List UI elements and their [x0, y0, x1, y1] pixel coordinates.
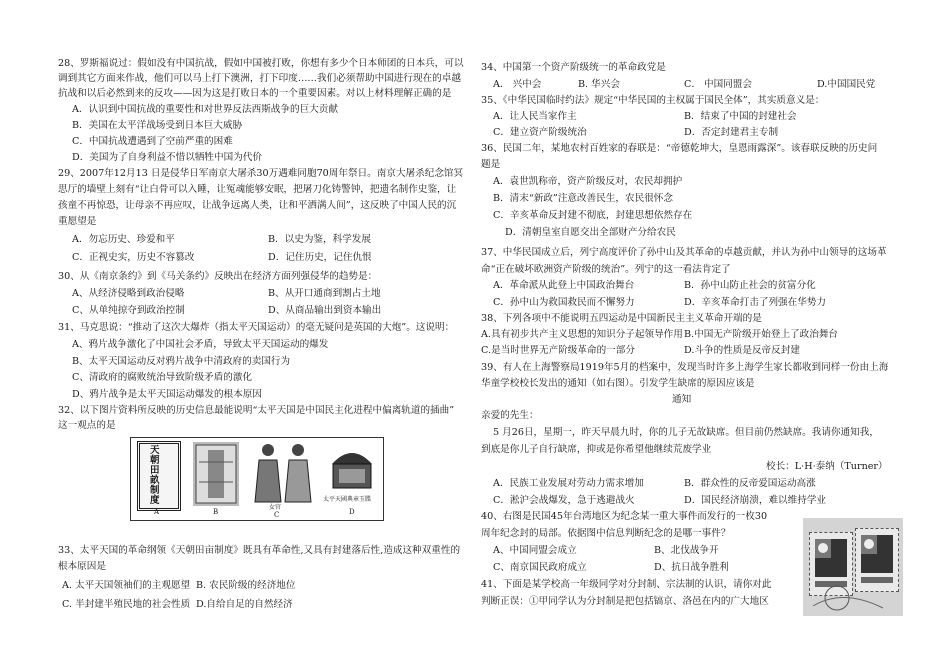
q39-signature: 校长：L·H·泰纳（Turner）	[766, 461, 888, 472]
q37-option-b: B．孙中山防止社会的贫富分化	[684, 280, 816, 291]
q32-picture-a	[137, 441, 181, 511]
q29-line-3: 孩童不再惊恐，让母亲不再应叹，让战争远离人类，让和平洒满人间”，这反映了中国人民的沉	[58, 200, 457, 211]
q40-line-1: 40、右图是民国45年台湾地区为纪念某一重大事件而发行的一枚30	[481, 511, 768, 522]
q28-option-b: B．美国在太平洋战场受到日本巨大威胁	[72, 120, 243, 131]
q33-option-a: A. 太平天国领袖们的主观愿望	[62, 580, 191, 591]
q29-option-b: B．以史为鉴，科学发展	[268, 234, 371, 245]
q36-option-b: B．清末“新政”注意改善民生，农民很怀念	[493, 193, 673, 204]
q33-line-2: 根本原因是	[58, 561, 106, 572]
q32-caption-c: 女官	[269, 504, 282, 511]
q36-line-2: 题是	[481, 159, 501, 170]
q39-body-line-2: 到底是你儿子自行缺席，抑或是你希望他继续荒废学业	[481, 444, 712, 455]
q31-option-a: A、鸦片战争激化了中国社会矛盾，导致太平天国运动的爆发	[72, 339, 329, 350]
q29-line-4: 重愿望是	[58, 216, 97, 227]
q39-salutation: 亲爱的先生：	[481, 410, 539, 421]
q34-line: 34、中国第一个资产阶级统一的革命政党是	[481, 62, 666, 73]
q32-line-2: 这一观点的是	[58, 420, 116, 431]
q29-option-a: A．勿忘历史、珍爱和平	[72, 234, 175, 245]
q29-option-d: D．记住历史，记住仇恨	[268, 252, 372, 263]
q39-line-2: 华童学校校长发出的通知（如右图）。引发学生缺席的原因应该是	[481, 378, 755, 389]
q37-option-c: C．孙中山为救国救民而不懈努力	[493, 297, 635, 308]
q32-label-b: B	[213, 508, 219, 516]
q39-option-a: A．民族工业发展对劳动力需求增加	[493, 478, 644, 489]
q41-line-2: 判断正误：①甲同学认为分封制是把包括镐京、洛邑在内的广大地区	[481, 596, 769, 607]
q36-option-c: C．辛亥革命反封建不彻底，封建思想依然存在	[493, 210, 693, 221]
q33-option-b: B. 农民阶级的经济地位	[196, 580, 296, 591]
q28-line-2: 调到其它方面来作战，他们可以马上打下澳洲，打下印度……我们必须帮助中国进行现在的卓越	[58, 73, 461, 84]
q32-picture-d	[327, 442, 377, 494]
q38-option-d: D.斗争的性质是反帝反封建	[684, 345, 800, 356]
q32-label-c: C	[274, 511, 280, 519]
q32-image-strip	[130, 437, 384, 521]
q29-line-2: 思厅的墙壁上刻有“让白骨可以入睡，让冤魂能够安眠，把屠刀化铸警钟，把遗名制作史鉴，让	[58, 184, 457, 195]
q40-stamps-image	[803, 518, 903, 616]
q28-line-1: 28、罗斯福说过：假如没有中国抗战，假如中国被打败，你想有多少个日本师团的日本兵，可以	[58, 58, 464, 69]
q34-option-c: C． 中国同盟会	[684, 79, 752, 90]
q33-option-d: D.自给自足的自然经济	[196, 599, 293, 610]
q37-option-d: D．辛亥革命打击了列强在华势力	[684, 297, 827, 308]
q38-line: 38、下列各项中不能说明五四运动是中国新民主主义革命开端的是	[481, 313, 762, 324]
q31-line: 31、马克思说：“推动了这次大爆炸（指太平天国运动）的毫无疑问是英国的大炮”。这说明：	[58, 322, 455, 333]
q35-option-c: C．建立资产阶级统治	[493, 127, 587, 138]
q28-option-d: D．美国为了自身利益不惜以牺牲中国为代价	[72, 152, 262, 163]
q37-option-a: A．革命派从此登上中国政治舞台	[493, 280, 635, 291]
q31-option-c: C、清政府的腐败统治导致阶级矛盾的激化	[72, 372, 253, 383]
q40-option-c: C、南京国民政府成立	[493, 562, 587, 573]
q29-line-1: 29、2007年12月13 日是侵华日军南京大屠杀30万遇难同胞70周年祭日。南京大屠杀纪念馆冥	[58, 168, 464, 179]
q39-notice-title: 通知	[672, 394, 692, 405]
q34-option-d: D.中国国民党	[817, 79, 876, 90]
q30-option-a: A、从经济侵略到政治侵略	[72, 288, 185, 299]
q35-line: 35、《中华民国临时约法》规定“中华民国的主权属于国民全体”，其实质意义是：	[481, 95, 825, 106]
q32-document-drawing	[193, 442, 239, 506]
q38-option-c: C.是当时世界无产阶级革命的一部分	[481, 345, 635, 356]
q39-body-line-1: 5 月26日，星期一，昨天早晨九时，你的儿子无故缺席。但目前仍然缺席。我请你通知我，	[493, 427, 879, 438]
q31-option-b: B、太平天国运动反对鸦片战争中清政府的卖国行为	[72, 356, 291, 367]
q40-option-a: A、中国同盟会成立	[493, 545, 577, 556]
q35-option-a: A．让人民当家作主	[493, 111, 577, 122]
q28-line-3: 抗战和以后必然到来的反攻——因为这是打败日本的一个重要因素。对以上材料理解正确的是	[58, 88, 452, 99]
q40-line-2: 周年纪念封的局部。依据图中信息判断纪念的是哪一事件？	[481, 528, 731, 539]
q29-option-c: C．正视史实，历史不容篡改	[72, 252, 195, 263]
q34-option-a: A． 兴中会	[493, 79, 542, 90]
q35-option-b: B．结束了中国的封建社会	[684, 111, 797, 122]
q36-option-a: A．袁世凯称帝，资产阶级反对，农民却拥护	[493, 176, 683, 187]
q39-option-b: B．群众性的反帝爱国运动高涨	[684, 478, 816, 489]
q36-line-1: 36、民国二年，某地农村百姓家的春联是：“帝德乾坤大，皇恩雨露深”。该春联反映的历史问	[481, 143, 878, 154]
q38-option-a: A.具有初步共产主义思想的知识分子起领导作用	[481, 329, 683, 340]
q30-line: 30、从《南京条约》到《马关条约》反映出在经济方面列强侵华的趋势是：	[58, 271, 378, 282]
q28-option-c: C．中国抗战遭遇到了空前严重的困难	[72, 136, 233, 147]
q32-label-a: A	[154, 508, 160, 516]
q32-figures-drawing	[253, 440, 315, 504]
q35-option-d: D．否定封建君主专制	[684, 127, 779, 138]
q39-line-1: 39、有人在上海警察局1919年5月的档案中，发现当时许多上海学生家长都收到同样一份由上海	[481, 362, 889, 373]
q32-caption-d: 太平天國典章玉牒	[323, 496, 372, 503]
q40-option-d: D、抗日战争胜利	[654, 562, 729, 573]
q31-option-d: D、鸦片战争是太平天国运动爆发的根本原因	[72, 389, 262, 400]
q32-picture-c	[253, 440, 315, 504]
q37-line-2: 命“正在破坏欧洲资产阶级的统治”。列宁的这一看法肯定了	[481, 264, 731, 275]
q30-option-c: C、从单纯掠夺到政治控制	[72, 305, 185, 316]
q39-option-c: C．淞沪会战爆发，急于逃避战火	[493, 495, 635, 506]
q32-line-1: 32、以下图片资料所反映的历史信息最能说明“太平天国是中国民主化进程中偏离轨道的插曲”	[58, 405, 455, 416]
q30-option-d: D、从商品输出到资本输出	[268, 305, 382, 316]
q38-option-b: B.中国无产阶级开始登上了政治舞台	[684, 329, 839, 340]
q40-option-b: B、北伐战争开	[654, 545, 719, 556]
q32-label-d: D	[349, 508, 355, 516]
q39-option-d: D．国民经济崩溃，难以维持学业	[684, 495, 827, 506]
q32-picture-b	[193, 442, 239, 506]
q34-option-b: B. 华兴会	[578, 79, 620, 90]
q30-option-b: B、从开口通商到割占土地	[268, 288, 381, 299]
q32-book-title: 天朝田畝制度	[150, 445, 160, 506]
q36-option-d: D．清朝皇室自愿交出全部财产分给农民	[505, 227, 676, 238]
q32-seal-drawing	[327, 442, 377, 494]
q37-line-1: 37、中华民国成立后，列宁高度评价了孙中山及其革命的卓越贡献，并认为孙中山领导的这场革	[481, 247, 887, 258]
q33-option-c: C. 半封建半殖民地的社会性质	[62, 599, 191, 610]
postmark-icon	[803, 518, 903, 616]
q33-line-1: 33、太平天国的革命纲领《天朝田亩制度》既具有革命性,又具有封建落后性,造成这种双重性的	[58, 545, 461, 556]
q41-line-1: 41、下面是某学校高一年级同学对分封制、宗法制的认识，请你对此	[481, 579, 772, 590]
q28-option-a: A．认识到中国抗战的重要性和对世界反法西斯战争的巨大贡献	[72, 104, 338, 115]
